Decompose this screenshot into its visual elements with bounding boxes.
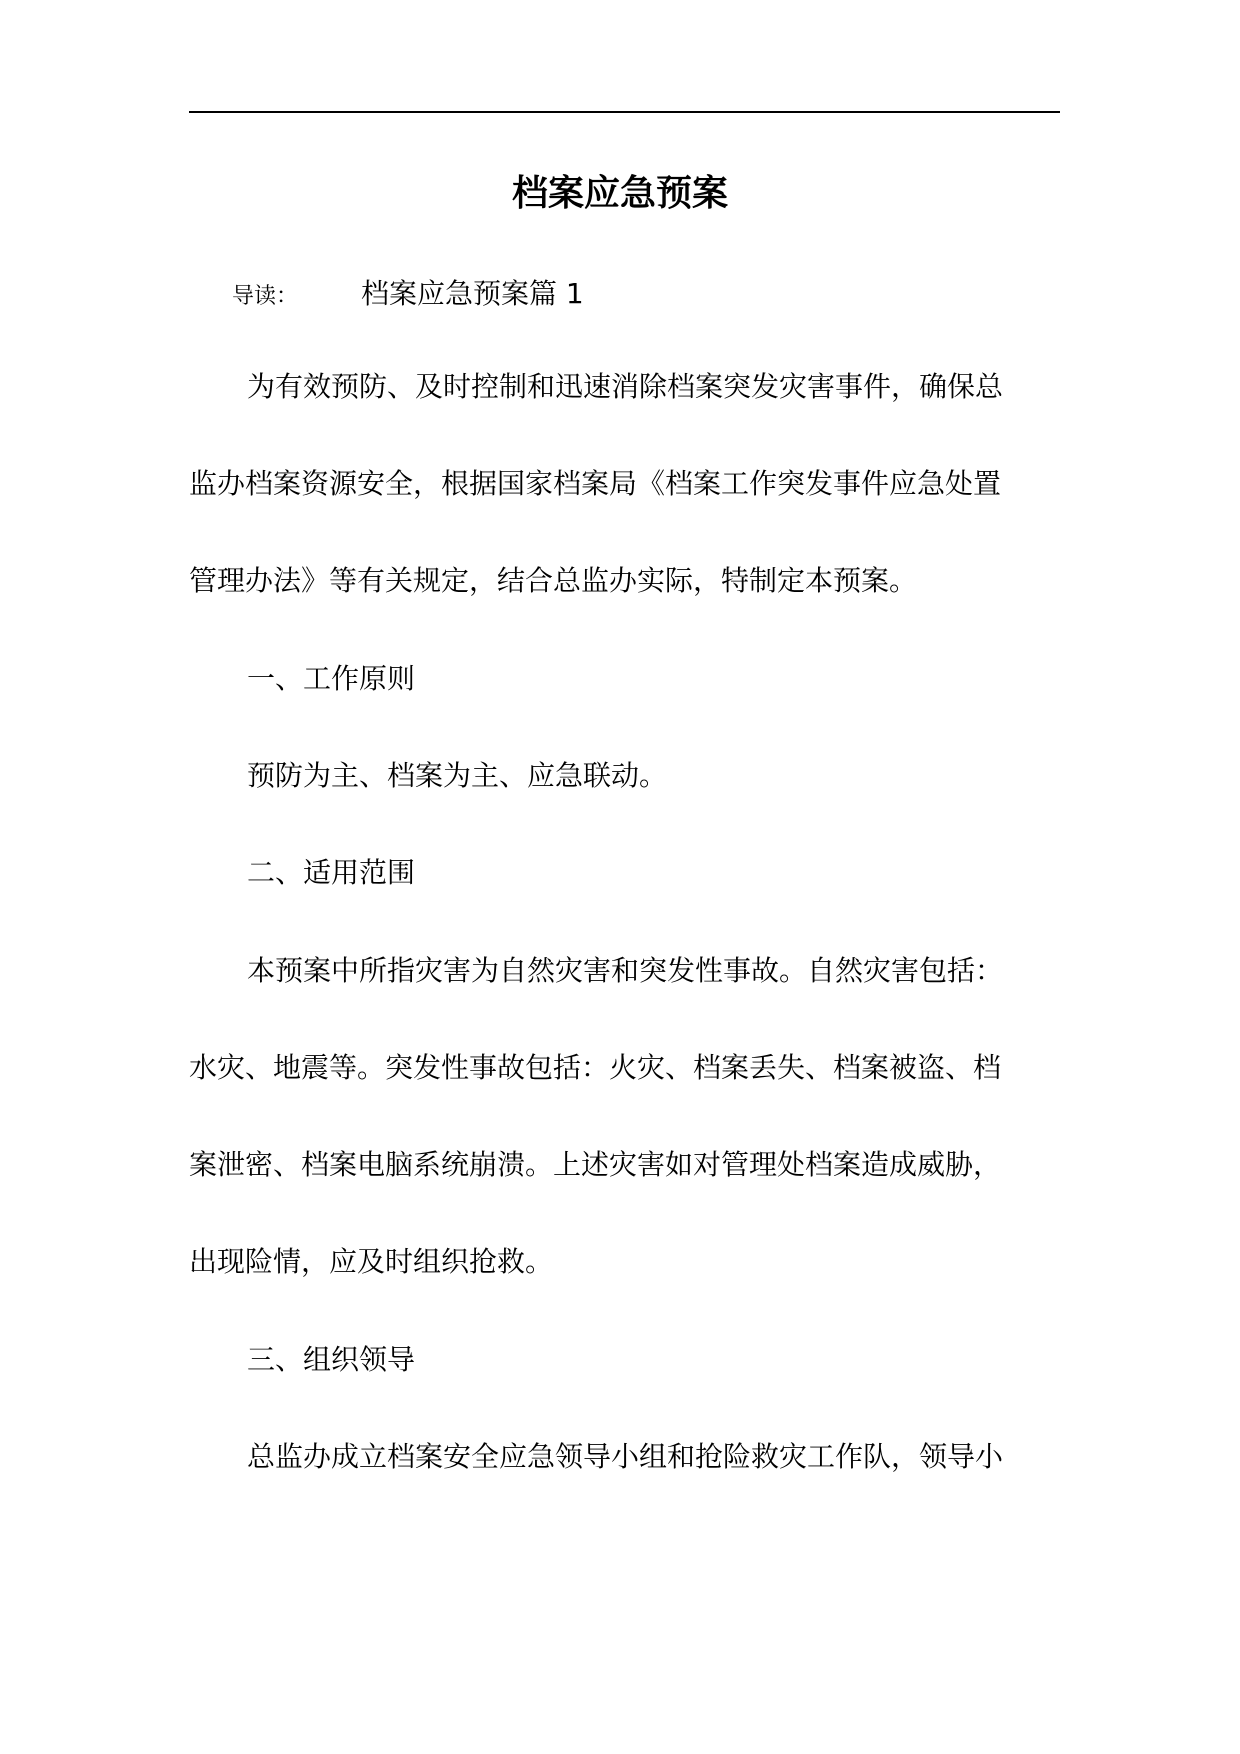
paragraph-line: 本预案中所指灾害为自然灾害和突发性事故。自然灾害包括： (247, 954, 1004, 987)
section-heading: 二、适用范围 (247, 856, 416, 889)
paragraph-line: 总监办成立档案安全应急领导小组和抢险救灾工作队，领导小 (247, 1440, 1004, 1473)
lead-label: 导读： (232, 284, 299, 309)
section-heading: 三、组织领导 (247, 1343, 416, 1376)
paragraph-line: 管理办法》等有关规定，结合总监办实际，特制定本预案。 (189, 564, 918, 597)
lead-heading: 档案应急预案篇 1 (361, 277, 584, 310)
paragraph-line: 案泄密、档案电脑系统崩溃。上述灾害如对管理处档案造成威胁， (189, 1148, 1002, 1181)
section-heading: 一、工作原则 (247, 662, 416, 695)
header-rule (189, 111, 1060, 113)
document-title: 档案应急预案 (511, 172, 728, 214)
paragraph-line: 为有效预防、及时控制和迅速消除档案突发灾害事件，确保总 (247, 370, 1004, 403)
paragraph-line: 监办档案资源安全，根据国家档案局《档案工作突发事件应急处置 (189, 467, 1002, 500)
paragraph-line: 预防为主、档案为主、应急联动。 (247, 759, 668, 792)
paragraph-line: 出现险情，应及时组织抢救。 (189, 1245, 554, 1278)
paragraph-line: 水灾、地震等。突发性事故包括：火灾、档案丢失、档案被盗、档 (189, 1051, 1002, 1084)
